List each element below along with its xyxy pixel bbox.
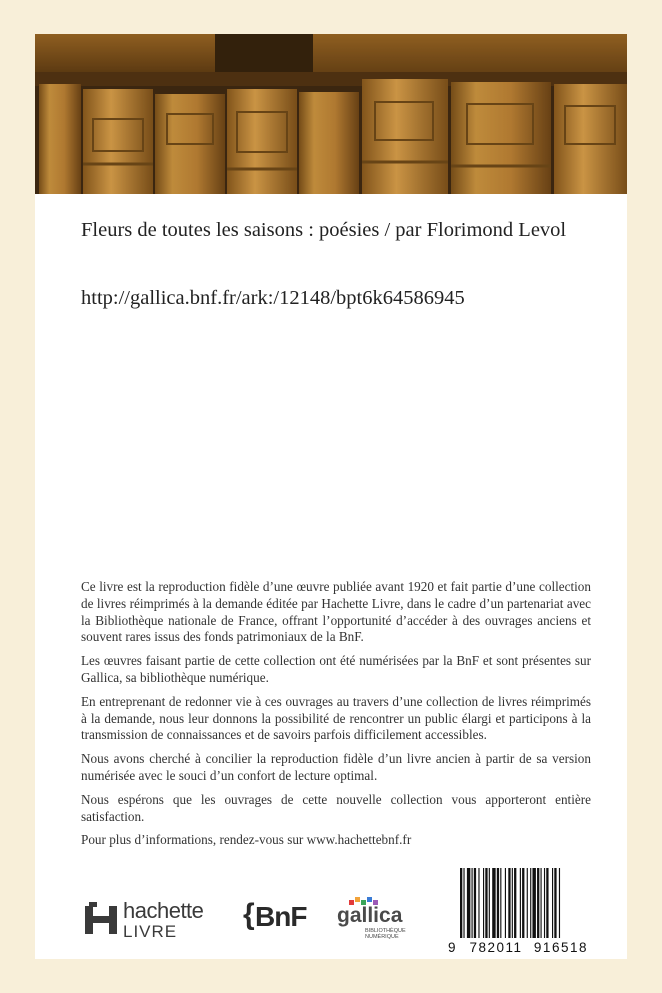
back-cover: [35, 34, 627, 959]
barcode-group-1: 782011: [469, 940, 523, 955]
notice-paragraph: Ce livre est la reproduction fidèle d’une œuvre publiée avant 1920 et fait partie d’une collection de livres réimprimés à la demande éditée par Hachette Livre, dans le cadre d’un partenariat avec la Bibliothèque nationale de France, offrant l’opportunité d’accéder à des ouvrages anciens et souvent rares issus des fonds patrimoniaux de la BnF.: [81, 579, 591, 645]
bnf-logo-text: BnF: [255, 901, 307, 932]
barcode-bar: [537, 868, 539, 938]
barcode-bar: [546, 868, 548, 938]
barcode-bar: [500, 868, 501, 938]
bnf-bracket-icon: {: [243, 898, 255, 931]
barcode-first-digit: 9: [448, 940, 456, 955]
livre-logo-text: LIVRE: [123, 922, 178, 941]
barcode-bar: [554, 868, 556, 938]
notice-paragraph: En entreprenant de redonner vie à ces ouvrages au travers d’une collection de livres réimprimés à la demande, nous leur donnons la possibilité de rencontrer un public élargi et participons à la transmission de connaissances et de savoirs parfois difficilement accessibles.: [81, 693, 591, 743]
barcode-bar: [520, 868, 521, 938]
barcode-bars: [448, 866, 588, 940]
barcode-bar: [514, 868, 516, 938]
partner-logos: [83, 894, 413, 944]
barcode-bar: [497, 868, 499, 938]
hachette-logo-text: hachette: [123, 898, 204, 923]
barcode-bar: [463, 868, 464, 938]
notice-paragraph: Nous avons cherché à concilier la reproduction fidèle d’un livre ancien à partir de sa version numérisée avec le souci d’un confort de lecture optimal.: [81, 751, 591, 783]
gallica-sub-text: NUMÉRIQUE: [365, 934, 399, 940]
gallica-url[interactable]: http://gallica.bnf.fr/ark:/12148/bpt6k64586945: [81, 287, 465, 309]
gallica-logo-text: gallica: [337, 904, 403, 927]
barcode-bar: [532, 868, 535, 938]
barcode-bar: [492, 868, 495, 938]
barcode-bar: [478, 868, 479, 938]
barcode-bar: [467, 868, 470, 938]
barcode-bar: [522, 868, 524, 938]
gallica-sub-text: BIBLIOTHÈQUE: [365, 928, 406, 934]
publisher-notice: [81, 579, 591, 856]
barcode-bar: [552, 868, 553, 938]
bookshelf-photo: [35, 34, 627, 194]
barcode-bar: [485, 868, 487, 938]
barcode-bar: [541, 868, 542, 938]
bookshelf-illustration: [35, 34, 627, 194]
barcode-bar: [505, 868, 506, 938]
isbn-barcode: [448, 866, 588, 956]
barcode-bar: [489, 868, 490, 938]
hachette-h-icon: [83, 902, 119, 938]
barcode-bar: [460, 868, 462, 938]
barcode-bar: [508, 868, 510, 938]
barcode-digits: [448, 940, 588, 955]
notice-paragraph: Pour plus d’informations, rendez-vous sur www.hachettebnf.fr: [81, 832, 412, 848]
barcode-bar: [512, 868, 513, 938]
barcode-bar: [559, 868, 560, 938]
notice-paragraph: Nous espérons que les ouvrages de cette nouvelle collection vous apporteront entière satisfaction.: [81, 791, 591, 824]
barcode-group-2: 916518: [533, 940, 588, 955]
barcode-bar: [544, 868, 545, 938]
book-title: Fleurs de toutes les saisons : poésies / par Florimond Levol: [81, 219, 567, 241]
notice-paragraph: Les œuvres faisant partie de cette collection ont été numérisées par la BnF et sont présentes sur Gallica, sa bibliothèque numérique.: [81, 653, 591, 685]
barcode-bar: [527, 868, 528, 938]
barcode-bar: [530, 868, 531, 938]
barcode-bar: [483, 868, 484, 938]
barcode-bar: [472, 868, 473, 938]
barcode-bar: [474, 868, 476, 938]
